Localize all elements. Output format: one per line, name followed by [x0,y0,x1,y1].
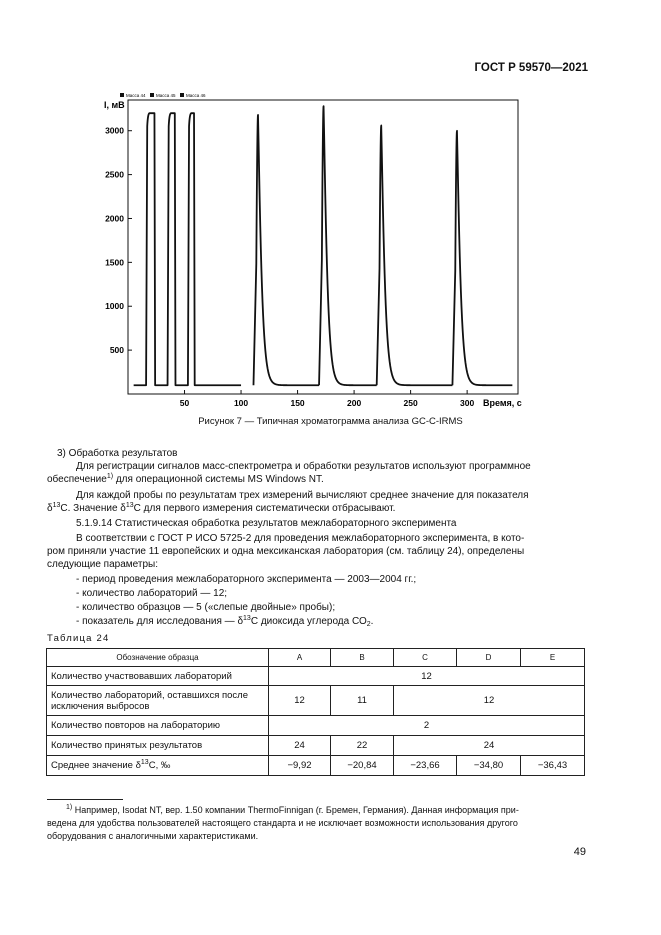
y-tick-label: 1000 [105,301,124,312]
row-label-remaining-l2: исключения выбросов [51,700,150,712]
cell-labs-value: 12 [269,667,585,686]
indicator-text: - показатель для исследования — [76,616,238,627]
software-text: обеспечение [47,474,107,485]
standard-code: ГОСТ Р 59570—2021 [474,62,588,74]
section-heading-5-1-9-14: 5.1.9.14 Статистическая обработка результатов межлабораторного эксперимента [76,518,457,529]
row-label-labs: Количество участвовавших лабораторий [47,667,269,686]
bullet-indicator [76,615,373,628]
footnote-line-2: ведена для удобства пользователей настоящего стандарта и не исключает возможности использования другого [47,818,518,828]
mean-text-cont: С для первого измерения систематически отбрасывают. [133,503,396,514]
row-label-accepted: Количество принятых результатов [47,736,269,756]
delta-symbol: δ [47,503,53,514]
table-row [47,756,585,776]
subscript-2: 2 [366,621,371,628]
sample-peak-trace [253,115,319,385]
bullet-labs-count: - количество лабораторий — 12; [76,588,228,599]
page-number: 49 [573,846,586,858]
table-header-row [47,649,585,667]
item-3-heading: 3) Обработка результатов [57,448,178,459]
x-tick-label: 300 [460,398,475,408]
table-row [47,716,585,736]
paragraph-software-line-2 [47,473,324,486]
cell-accepted-cde: 24 [394,736,585,756]
y-tick-label: 3000 [105,125,124,136]
figure-caption: Рисунок 7 — Типичная хроматограмма анализа GC-C-IRMS [198,416,463,427]
bullet-period: - период проведения межлабораторного эксперимента — 2003—2004 гг.; [76,574,417,585]
header-sample-b: B [331,649,394,667]
row-label-mean [47,756,269,776]
bullet-samples-count: - количество образцов — 5 («слепые двойные» пробы); [76,602,336,613]
row-label-remaining [47,686,269,716]
delta-symbol: δ [120,503,126,514]
cell-mean-c: −23,66 [394,756,457,776]
isotope-13: 13 [125,502,134,509]
sample-peak-trace [377,125,453,385]
cell-accepted-b: 22 [331,736,394,756]
legend-swatch-mass-46 [180,93,184,97]
header-sample-designation: Обозначение образца [47,649,269,667]
footnote-line-1 [66,804,519,817]
footnote-line-3: оборудования с аналогичными характеристиками. [47,831,259,841]
delta-symbol: δ [135,760,141,771]
x-tick-label: 250 [403,398,418,408]
table-row [47,667,585,686]
x-tick-label: 200 [346,398,362,408]
chromatogram-chart [88,84,528,414]
cell-mean-d: −34,80 [457,756,521,776]
legend-swatch-mass-45 [150,93,154,97]
paragraph-mean-line-2 [47,502,395,515]
table-row [47,736,585,756]
legend-label-mass-46: Масса 46 [186,93,206,98]
indicator-period: . [370,616,374,627]
paragraph-params-line-3: следующие параметры: [47,559,158,570]
footnote-reference: 1) [106,473,114,480]
cell-repeats-value: 2 [269,716,585,736]
header-sample-d: D [457,649,521,667]
legend-label-mass-45: Масса 45 [156,93,176,98]
chromatogram-traces [134,106,513,385]
cell-remaining-b: 11 [331,686,394,716]
x-tick-label: 50 [179,398,190,408]
footnote-text-1: Например, Isodat NT, вер. 1.50 компании ThermoFinnigan (г. Бремен, Германия). Данная информация при- [72,805,519,815]
sample-peak-trace [319,106,377,385]
header-sample-c: C [394,649,457,667]
reference-peaks-trace [134,113,241,385]
mean-text: С. Значение [60,503,121,514]
mean-label-a: Среднее значение [51,760,136,771]
isotope-13: 13 [140,759,149,766]
y-tick-label: 1500 [105,257,124,268]
table-caption: Таблица 24 [47,633,110,644]
y-tick-label: 2500 [105,169,124,180]
x-axis-ticks [180,390,475,408]
cell-remaining-cde: 12 [394,686,585,716]
legend-swatch-mass-44 [120,93,124,97]
cell-mean-e: −36,43 [521,756,585,776]
header-sample-e: E [521,649,585,667]
paragraph-software-line-1: Для регистрации сигналов масс-спектрометра и обработки результатов используют программное [76,461,531,472]
row-label-remaining-l1: Количество лабораторий, оставшихся после [51,689,248,701]
cell-mean-b: −20,84 [331,756,394,776]
footnote-separator [47,799,123,800]
table-24 [46,648,585,776]
paragraph-mean-line-1: Для каждой пробы по результатам трех измерений вычисляют среднее значение для показателя [76,490,529,501]
paragraph-params-line-2: ром приняли участие 11 европейских и одна мексиканская лаборатория (см. таблицу 24), определены [47,546,525,557]
legend-label-mass-44: Масса 44 [126,93,146,98]
y-tick-label: 2000 [105,213,124,224]
x-tick-label: 100 [233,398,249,408]
delta-symbol: δ [237,616,244,627]
chart-legend [120,93,206,98]
cell-mean-a: −9,92 [269,756,331,776]
isotope-13: 13 [243,615,251,622]
software-text-cont: для операционной системы MS Windows NT. [113,474,324,485]
table-row [47,686,585,716]
footnote-marker: 1) [66,804,73,811]
sample-peak-trace [452,131,512,386]
y-tick-label: 500 [109,345,124,356]
paragraph-params-line-1: В соответствии с ГОСТ Р ИСО 5725-2 для проведения межлабораторного эксперимента, в кото- [76,533,525,544]
isotope-13: 13 [52,502,61,509]
header-sample-a: A [269,649,331,667]
x-axis-label: Время, с [483,398,522,408]
cell-remaining-a: 12 [269,686,331,716]
mean-label-b: С, ‰ [148,760,171,771]
indicator-text-cont: С диоксида углерода СО [250,616,367,627]
x-tick-label: 150 [290,398,305,408]
row-label-repeats: Количество повторов на лабораторию [47,716,269,736]
y-axis-label: I, мВ [104,100,125,110]
cell-accepted-a: 24 [269,736,331,756]
